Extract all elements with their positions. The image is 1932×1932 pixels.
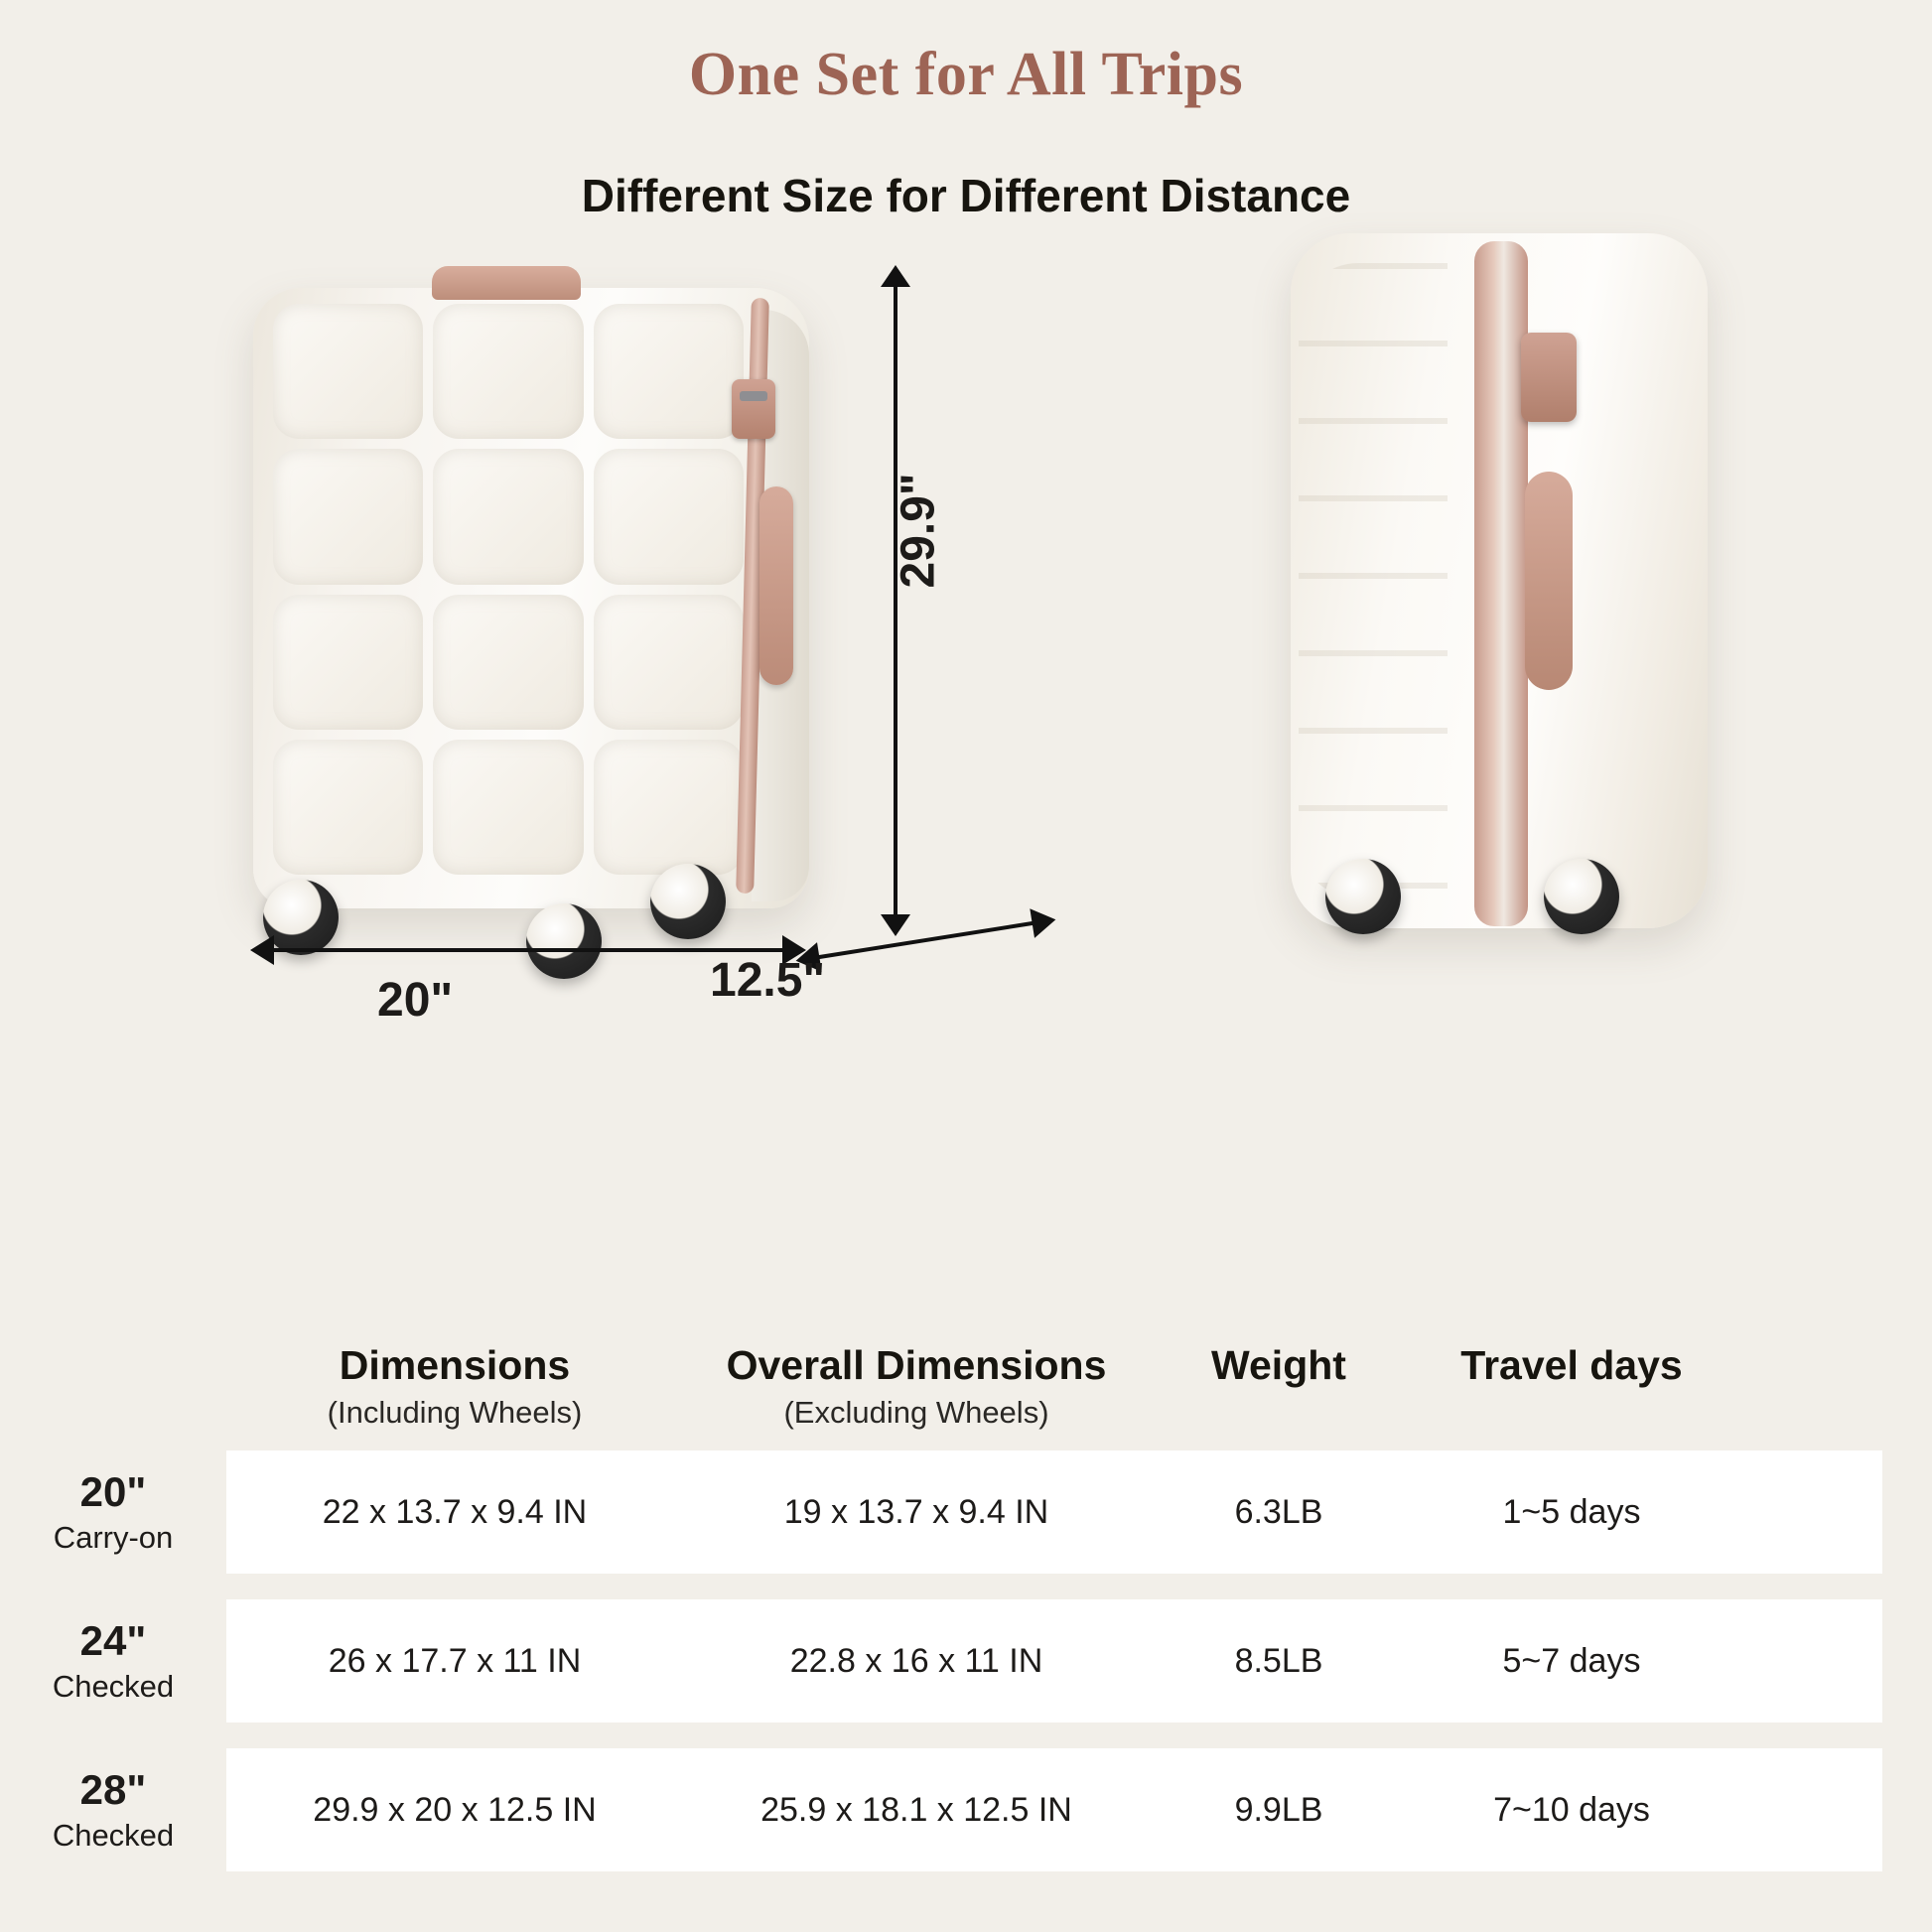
row-label-24: 24" Checked	[52, 1617, 175, 1704]
table-row	[0, 1748, 1932, 1871]
specs-table	[0, 1342, 1932, 1897]
depth-dimension-arrow	[815, 920, 1036, 959]
suitcase-shell	[1291, 233, 1708, 928]
side-handle-icon	[1525, 472, 1573, 690]
table-header-row	[0, 1342, 1932, 1431]
height-dimension-arrow	[894, 283, 897, 918]
wheel-icon	[650, 864, 726, 939]
product-illustration	[0, 253, 1932, 1306]
row-cells: 29.9 x 20 x 12.5 IN 25.9 x 18.1 x 12.5 IN 9.9LB 7~10 days	[226, 1748, 1882, 1871]
quilted-panel-grid	[267, 298, 750, 881]
wheel-icon	[1325, 859, 1401, 934]
suitcase-side-view	[1291, 233, 1708, 928]
row-label-20: 20" Carry-on	[53, 1468, 174, 1555]
column-header-overall-dimensions: Overall Dimensions (Excluding Wheels)	[726, 1342, 1107, 1430]
column-header-dimensions: Dimensions (Including Wheels)	[327, 1342, 583, 1430]
ribbed-texture	[1299, 263, 1448, 898]
depth-dimension-label: 12.5"	[710, 954, 826, 1007]
page-subtitle: Different Size for Different Distance	[581, 170, 1351, 221]
row-cells: 22 x 13.7 x 9.4 IN 19 x 13.7 x 9.4 IN 6.3LB 1~5 days	[226, 1450, 1882, 1574]
combination-lock-icon	[1521, 333, 1577, 422]
side-handle-icon	[759, 486, 793, 685]
page-title: One Set for All Trips	[688, 41, 1244, 108]
wheel-icon	[1544, 859, 1619, 934]
width-dimension-label: 20"	[377, 974, 454, 1027]
suitcase-front-view	[253, 288, 809, 908]
table-row	[0, 1450, 1932, 1574]
table-row	[0, 1599, 1932, 1723]
top-handle-icon	[432, 266, 581, 300]
column-header-travel-days: Travel days	[1460, 1342, 1683, 1388]
column-header-weight: Weight	[1211, 1342, 1346, 1388]
height-dimension-label: 29.9"	[892, 473, 945, 589]
row-label-28: 28" Checked	[52, 1766, 175, 1853]
width-dimension-arrow	[270, 948, 786, 952]
wheel-icon	[263, 880, 339, 955]
wheel-icon	[526, 903, 602, 979]
zipper-icon	[1474, 241, 1528, 926]
row-cells: 26 x 17.7 x 11 IN 22.8 x 16 x 11 IN 8.5LB 5~7 days	[226, 1599, 1882, 1723]
suitcase-shell	[253, 288, 809, 908]
combination-lock-icon	[732, 379, 775, 439]
table-body	[0, 1450, 1932, 1871]
